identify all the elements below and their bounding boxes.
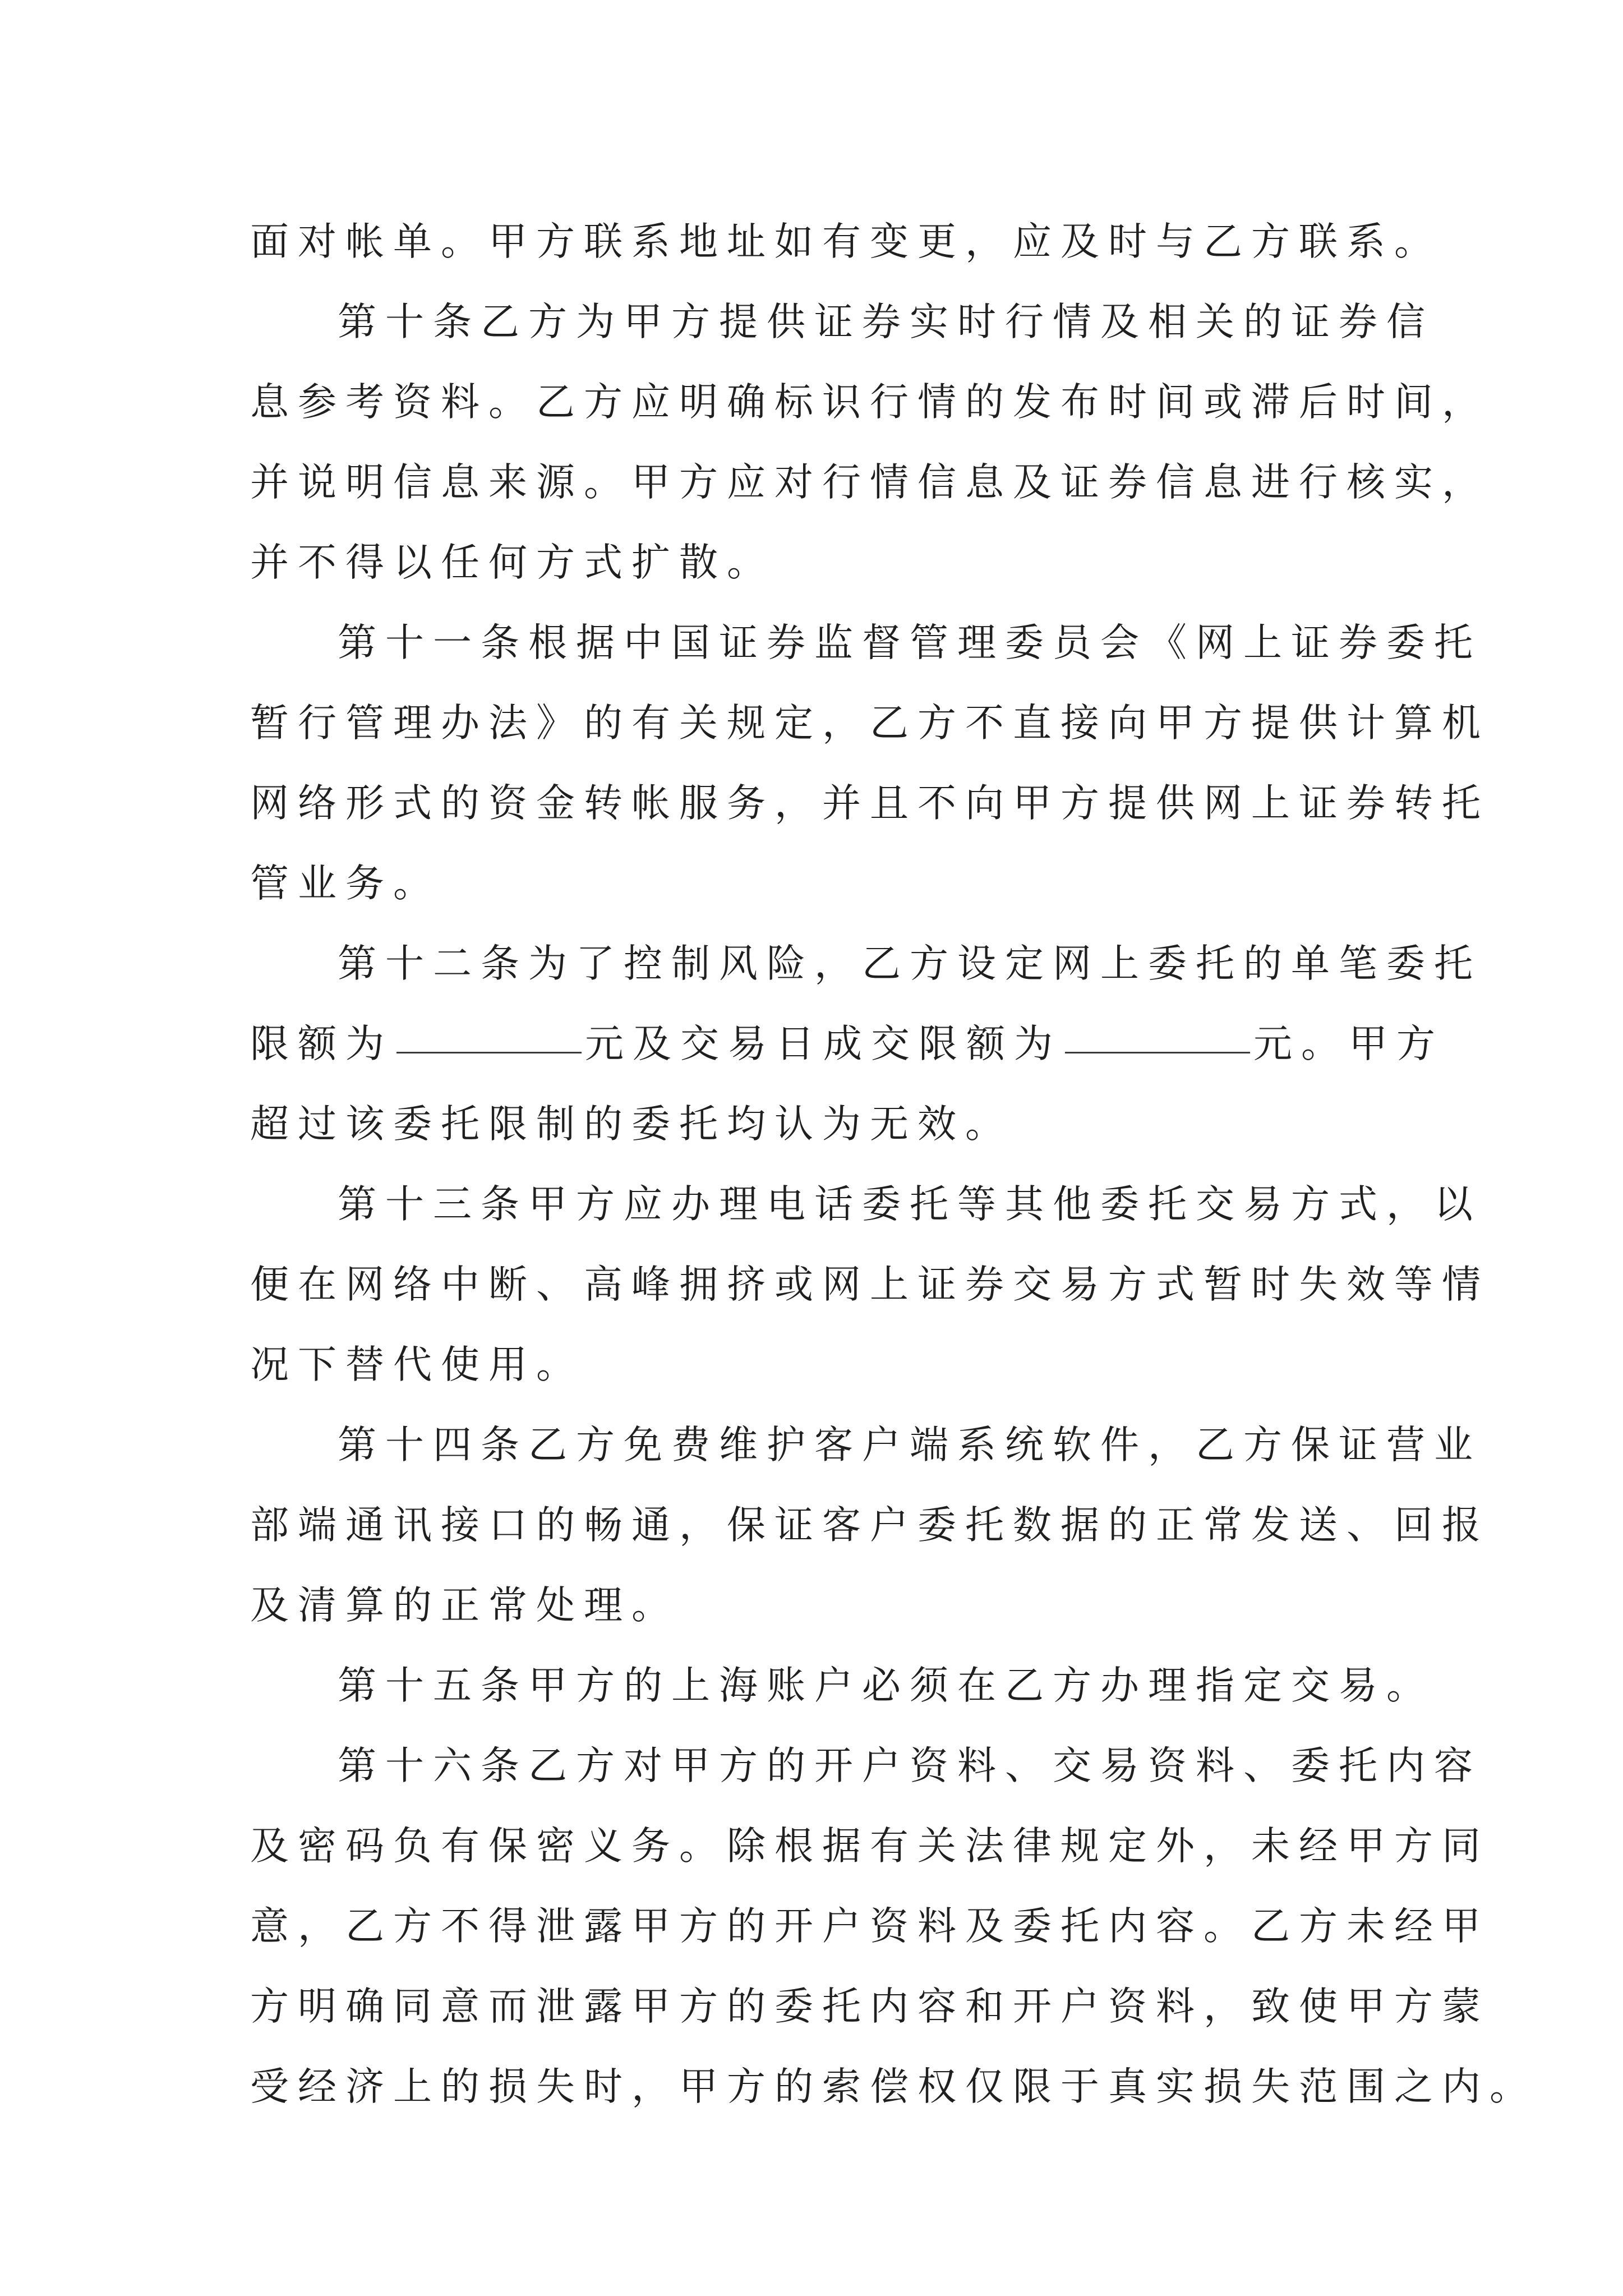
- text-line: 意，乙方不得泄露甲方的开户资料及委托内容。乙方未经甲: [250, 1904, 1490, 1949]
- text-line: 暂行管理办法》的有关规定，乙方不直接向甲方提供计算机: [250, 701, 1490, 746]
- clause-14-start: 第十四条乙方免费维护客户端系统软件，乙方保证营业: [338, 1423, 1482, 1467]
- text-line: 并说明信息来源。甲方应对行情信息及证券信息进行核实，: [250, 460, 1490, 505]
- text-line: 面对帐单。甲方联系地址如有变更，应及时与乙方联系。: [250, 219, 1442, 264]
- clause-12-start: 第十二条为了控制风险，乙方设定网上委托的单笔委托: [338, 941, 1482, 986]
- clause-13-start: 第十三条甲方应办理电话委托等其他委托交易方式，以: [338, 1182, 1482, 1227]
- text-line: 便在网络中断、高峰拥挤或网上证券交易方式暂时失效等情: [250, 1262, 1490, 1307]
- document-body: [250, 202, 1537, 2127]
- text-line: 网络形式的资金转帐服务，并且不向甲方提供网上证券转托: [250, 781, 1490, 826]
- text-line: 超过该委托限制的委托均认为无效。: [250, 1102, 1013, 1147]
- clause-16-start: 第十六条乙方对甲方的开户资料、交易资料、委托内容: [338, 1743, 1482, 1788]
- text-line: 及清算的正常处理。: [250, 1583, 679, 1628]
- clause-11-start: 第十一条根据中国证券监督管理委员会《网上证券委托: [338, 620, 1482, 665]
- text-segment: 元。甲方: [1253, 1022, 1444, 1066]
- text-line: 况下替代使用。: [250, 1342, 584, 1387]
- clause-10-start: 第十条乙方为甲方提供证券实时行情及相关的证券信: [338, 300, 1434, 344]
- text-segment: 限额为: [250, 1022, 393, 1066]
- text-line: 及密码负有保密义务。除根据有关法律规定外，未经甲方同: [250, 1824, 1490, 1869]
- text-line-with-blanks: [250, 1004, 1444, 1084]
- text-line: 息参考资料。乙方应明确标识行情的发布时间或滞后时间，: [250, 380, 1490, 425]
- text-line: 部端通讯接口的畅通，保证客户委托数据的正常发送、回报: [250, 1503, 1490, 1548]
- text-segment: 元及交易日成交限额为: [585, 1022, 1062, 1066]
- clause-15: 第十五条甲方的上海账户必须在乙方办理指定交易。: [338, 1663, 1434, 1708]
- text-line: 管业务。: [250, 861, 441, 906]
- text-line: 受经济上的损失时，甲方的索偿权仅限于真实损失范围之内。: [250, 2064, 1537, 2109]
- text-line: 方明确同意而泄露甲方的委托内容和开户资料，致使甲方蒙: [250, 1984, 1490, 2029]
- single-order-limit-blank: [396, 1047, 582, 1053]
- daily-limit-blank: [1065, 1047, 1250, 1053]
- text-line: 并不得以任何方式扩散。: [250, 540, 774, 585]
